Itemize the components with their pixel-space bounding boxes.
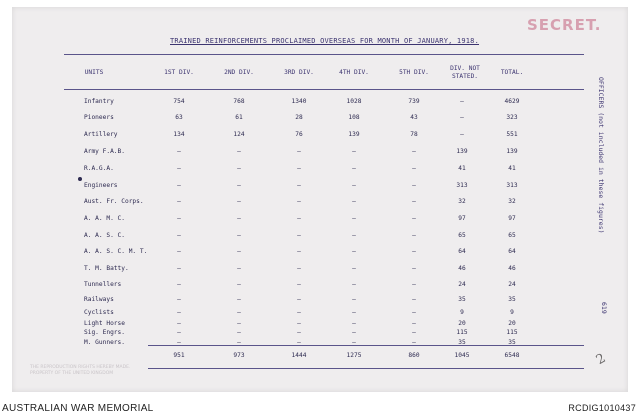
- table-cell: –: [237, 281, 241, 288]
- table-cell: –: [237, 182, 241, 189]
- table-cell: –: [460, 131, 464, 138]
- table-cell: 28: [295, 114, 303, 121]
- table-cell: 754: [173, 98, 185, 105]
- table-cell: –: [352, 296, 356, 303]
- table-cell: –: [177, 296, 181, 303]
- table-cell: –: [352, 281, 356, 288]
- table-cell: 9: [510, 309, 514, 316]
- officers-side-note: OFFICERS (not included in these figures): [597, 77, 605, 234]
- table-cell: 63: [175, 114, 183, 121]
- document-sheet: [12, 7, 628, 392]
- table-cell: –: [412, 320, 416, 327]
- unit-label: Army F.A.B.: [84, 148, 125, 155]
- table-cell: 9: [460, 309, 464, 316]
- table-cell: –: [237, 265, 241, 272]
- table-cell: –: [412, 248, 416, 255]
- table-cell: 134: [173, 131, 185, 138]
- table-cell: 139: [456, 148, 468, 155]
- table-cell: –: [237, 329, 241, 336]
- table-cell: 1340: [291, 98, 307, 105]
- column-header: TOTAL.: [500, 69, 524, 76]
- table-cell: 313: [506, 182, 518, 189]
- ink-dot: [78, 177, 82, 181]
- table-cell: –: [297, 329, 301, 336]
- table-cell: –: [297, 148, 301, 155]
- table-cell: –: [237, 309, 241, 316]
- unit-label: A. A. S. C. M. T.: [84, 248, 148, 255]
- table-cell: –: [177, 232, 181, 239]
- table-cell: –: [412, 148, 416, 155]
- unit-label: Artillery: [84, 131, 118, 138]
- table-cell: –: [177, 339, 181, 346]
- unit-label: Pioneers: [84, 114, 114, 121]
- total-cell: 951: [173, 352, 185, 359]
- table-cell: 551: [506, 131, 518, 138]
- table-cell: –: [177, 182, 181, 189]
- table-cell: –: [352, 148, 356, 155]
- table-cell: 32: [458, 198, 466, 205]
- table-cell: 64: [458, 248, 466, 255]
- total-cell: 1444: [291, 352, 307, 359]
- table-cell: –: [297, 165, 301, 172]
- table-cell: –: [412, 309, 416, 316]
- table-cell: –: [352, 165, 356, 172]
- table-cell: 97: [508, 215, 516, 222]
- table-cell: –: [237, 296, 241, 303]
- table-cell: –: [352, 248, 356, 255]
- table-cell: 41: [458, 165, 466, 172]
- unit-label: Cyclists: [84, 309, 114, 316]
- table-cell: –: [352, 309, 356, 316]
- column-header: DIV. NOT STATED.: [450, 65, 480, 80]
- table-cell: 97: [458, 215, 466, 222]
- table-cell: –: [412, 182, 416, 189]
- table-cell: –: [237, 339, 241, 346]
- table-cell: –: [177, 320, 181, 327]
- unit-label: Engineers: [84, 182, 118, 189]
- table-cell: 1028: [346, 98, 362, 105]
- table-cell: –: [352, 265, 356, 272]
- total-cell: 860: [408, 352, 420, 359]
- column-header: UNITS: [84, 69, 104, 76]
- table-cell: –: [237, 215, 241, 222]
- table-cell: –: [237, 320, 241, 327]
- table-cell: 61: [235, 114, 243, 121]
- table-cell: 139: [506, 148, 518, 155]
- table-cell: –: [297, 232, 301, 239]
- table-cell: –: [237, 248, 241, 255]
- table-cell: –: [177, 198, 181, 205]
- table-cell: –: [460, 98, 464, 105]
- table-cell: –: [297, 320, 301, 327]
- footer-bar: [0, 392, 640, 418]
- unit-label: Aust. Fr. Corps.: [84, 198, 144, 205]
- table-cell: –: [352, 182, 356, 189]
- table-cell: –: [297, 296, 301, 303]
- table-cell: –: [460, 114, 464, 121]
- table-cell: –: [412, 232, 416, 239]
- table-total-rule-bottom: [148, 368, 584, 369]
- table-cell: –: [237, 198, 241, 205]
- total-cell: 973: [233, 352, 245, 359]
- table-cell: –: [352, 339, 356, 346]
- table-cell: 739: [408, 98, 420, 105]
- table-cell: –: [297, 265, 301, 272]
- unit-label: A. A. M. C.: [84, 215, 125, 222]
- footer-archive-name: AUSTRALIAN WAR MEMORIAL: [2, 403, 154, 414]
- unit-label: Infantry: [84, 98, 114, 105]
- table-cell: 24: [458, 281, 466, 288]
- table-header-rule: [64, 89, 584, 90]
- table-cell: –: [297, 215, 301, 222]
- column-header: 2ND DIV.: [224, 69, 254, 76]
- table-cell: –: [177, 248, 181, 255]
- table-cell: 115: [456, 329, 468, 336]
- pencil-mark: 2: [593, 350, 609, 369]
- table-cell: 35: [508, 296, 516, 303]
- secret-stamp: SECRET.: [527, 16, 602, 34]
- table-cell: –: [297, 182, 301, 189]
- side-page-number: 619: [600, 302, 608, 314]
- table-cell: –: [177, 281, 181, 288]
- table-cell: –: [352, 215, 356, 222]
- table-cell: 323: [506, 114, 518, 121]
- total-cell: 1275: [346, 352, 362, 359]
- table-cell: –: [297, 281, 301, 288]
- column-header: 1ST DIV.: [164, 69, 194, 76]
- table-cell: 24: [508, 281, 516, 288]
- table-cell: –: [412, 215, 416, 222]
- table-cell: –: [177, 329, 181, 336]
- table-cell: 139: [348, 131, 360, 138]
- table-cell: 41: [508, 165, 516, 172]
- table-cell: –: [297, 198, 301, 205]
- unit-label: Sig. Engrs.: [84, 329, 125, 336]
- table-cell: –: [297, 248, 301, 255]
- total-cell: 1045: [454, 352, 470, 359]
- table-cell: 43: [410, 114, 418, 121]
- table-cell: –: [177, 148, 181, 155]
- table-cell: –: [412, 198, 416, 205]
- table-cell: 46: [458, 265, 466, 272]
- table-top-rule: [64, 54, 584, 55]
- table-cell: 20: [458, 320, 466, 327]
- table-cell: –: [237, 148, 241, 155]
- table-cell: –: [352, 198, 356, 205]
- table-cell: –: [412, 329, 416, 336]
- unit-label: R.A.G.A.: [84, 165, 114, 172]
- table-cell: 32: [508, 198, 516, 205]
- document-title: TRAINED REINFORCEMENTS PROCLAIMED OVERSEAS FOR MONTH OF JANUARY, 1918.: [170, 37, 480, 45]
- table-cell: –: [177, 165, 181, 172]
- table-cell: –: [412, 281, 416, 288]
- unit-label: Tunnellers: [84, 281, 122, 288]
- table-cell: 124: [233, 131, 245, 138]
- reproduction-stamp: THE REPRODUCTION RIGHTS HEREBY MADE. PROPERTY OF THE UNITED KINGDOM: [30, 365, 131, 376]
- column-header: 5TH DIV.: [399, 69, 429, 76]
- column-header: 4TH DIV.: [339, 69, 369, 76]
- table-cell: 64: [508, 248, 516, 255]
- table-cell: –: [177, 309, 181, 316]
- table-cell: 20: [508, 320, 516, 327]
- column-header: 3RD DIV.: [284, 69, 314, 76]
- table-cell: 65: [458, 232, 466, 239]
- table-cell: 115: [506, 329, 518, 336]
- unit-label: Railways: [84, 296, 114, 303]
- table-cell: –: [352, 320, 356, 327]
- table-cell: 76: [295, 131, 303, 138]
- unit-label: T. M. Batty.: [84, 265, 129, 272]
- table-cell: –: [352, 232, 356, 239]
- table-cell: –: [297, 309, 301, 316]
- footer-record-id: RCDIG1010437: [568, 403, 636, 413]
- table-cell: 108: [348, 114, 360, 121]
- table-cell: 78: [410, 131, 418, 138]
- unit-label: Light Horse: [84, 320, 125, 327]
- unit-label: M. Gunners.: [84, 339, 125, 346]
- table-cell: –: [237, 165, 241, 172]
- table-cell: 65: [508, 232, 516, 239]
- table-cell: –: [412, 265, 416, 272]
- table-cell: 768: [233, 98, 245, 105]
- table-cell: –: [177, 265, 181, 272]
- table-cell: 4629: [504, 98, 520, 105]
- table-cell: 35: [508, 339, 516, 346]
- table-cell: –: [352, 329, 356, 336]
- table-cell: 35: [458, 339, 466, 346]
- table-cell: 313: [456, 182, 468, 189]
- table-cell: 35: [458, 296, 466, 303]
- table-cell: –: [177, 215, 181, 222]
- total-cell: 6548: [504, 352, 520, 359]
- table-cell: –: [237, 232, 241, 239]
- table-cell: 46: [508, 265, 516, 272]
- unit-label: A. A. S. C.: [84, 232, 125, 239]
- table-cell: –: [412, 165, 416, 172]
- table-cell: –: [412, 339, 416, 346]
- table-cell: –: [412, 296, 416, 303]
- table-cell: –: [297, 339, 301, 346]
